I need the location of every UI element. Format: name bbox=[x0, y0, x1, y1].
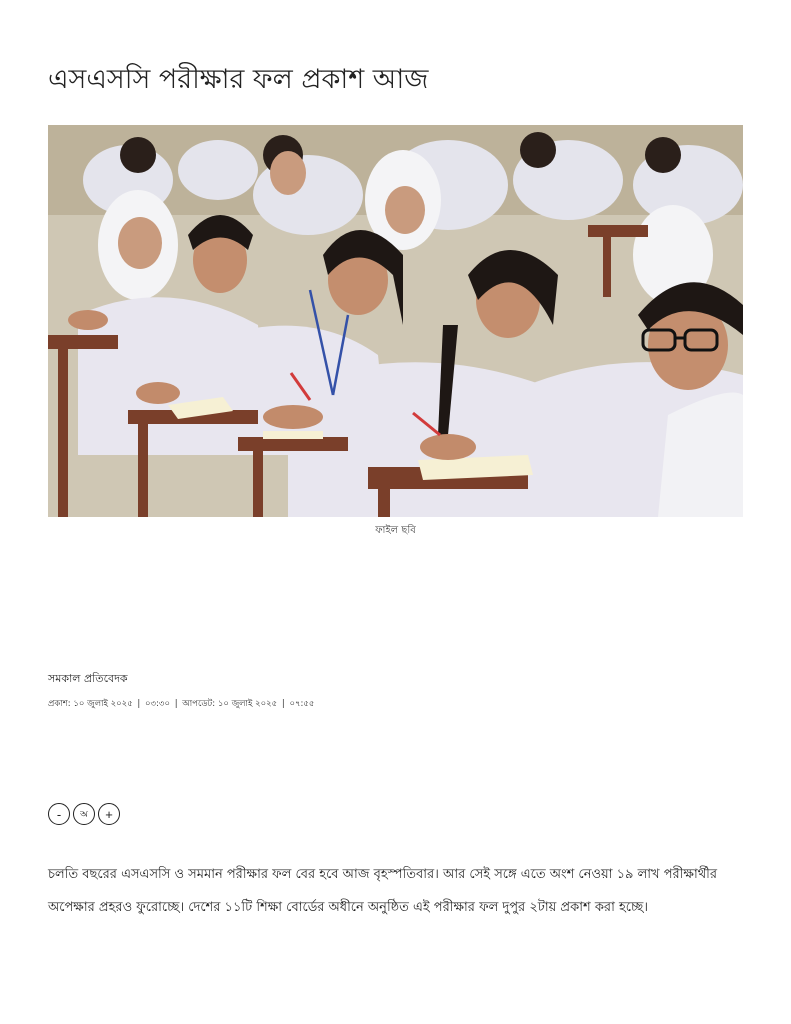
image-caption: ফাইল ছবি bbox=[375, 525, 416, 536]
decrease-font-button[interactable]: - bbox=[48, 803, 70, 825]
dateline-divider: | bbox=[137, 699, 141, 709]
increase-font-button[interactable]: + bbox=[98, 803, 120, 825]
article-headline: এসএসসি পরীক্ষার ফল প্রকাশ আজ bbox=[48, 64, 429, 95]
font-size-controls bbox=[48, 803, 120, 825]
dateline-divider: | bbox=[281, 699, 285, 709]
dateline-divider: | bbox=[174, 699, 178, 709]
article-body-paragraph: চলতি বছরের এসএসসি ও সমমান পরীক্ষার ফল বের হবে আজ বৃহস্পতিবার। আর সেই সঙ্গে এতে অংশ নেওয়া ১৯ লাখ পরীক্ষার্থীর অপেক্ষার প্রহরও ফুরোচ্ছে। দেশের ১১টি শিক্ষা বোর্ডের অধীনে অনুষ্ঠিত এই পরীক্ষার ফল দুপুর ২টায় প্রকাশ করা হচ্ছে। bbox=[48, 867, 718, 915]
reset-font-button[interactable]: অ bbox=[73, 803, 95, 825]
publish-dateline bbox=[48, 697, 314, 711]
published-date: প্রকাশ: ১০ জুলাই ২০২৫ bbox=[48, 699, 133, 709]
updated-date: আপডেট: ১০ জুলাই ২০২৫ bbox=[182, 699, 278, 709]
updated-time: ০৭:৫৫ bbox=[289, 699, 315, 709]
published-time: ০৩:৩০ bbox=[145, 699, 170, 709]
author-byline: সমকাল প্রতিবেদক bbox=[48, 672, 128, 685]
article-hero-image bbox=[48, 125, 743, 517]
